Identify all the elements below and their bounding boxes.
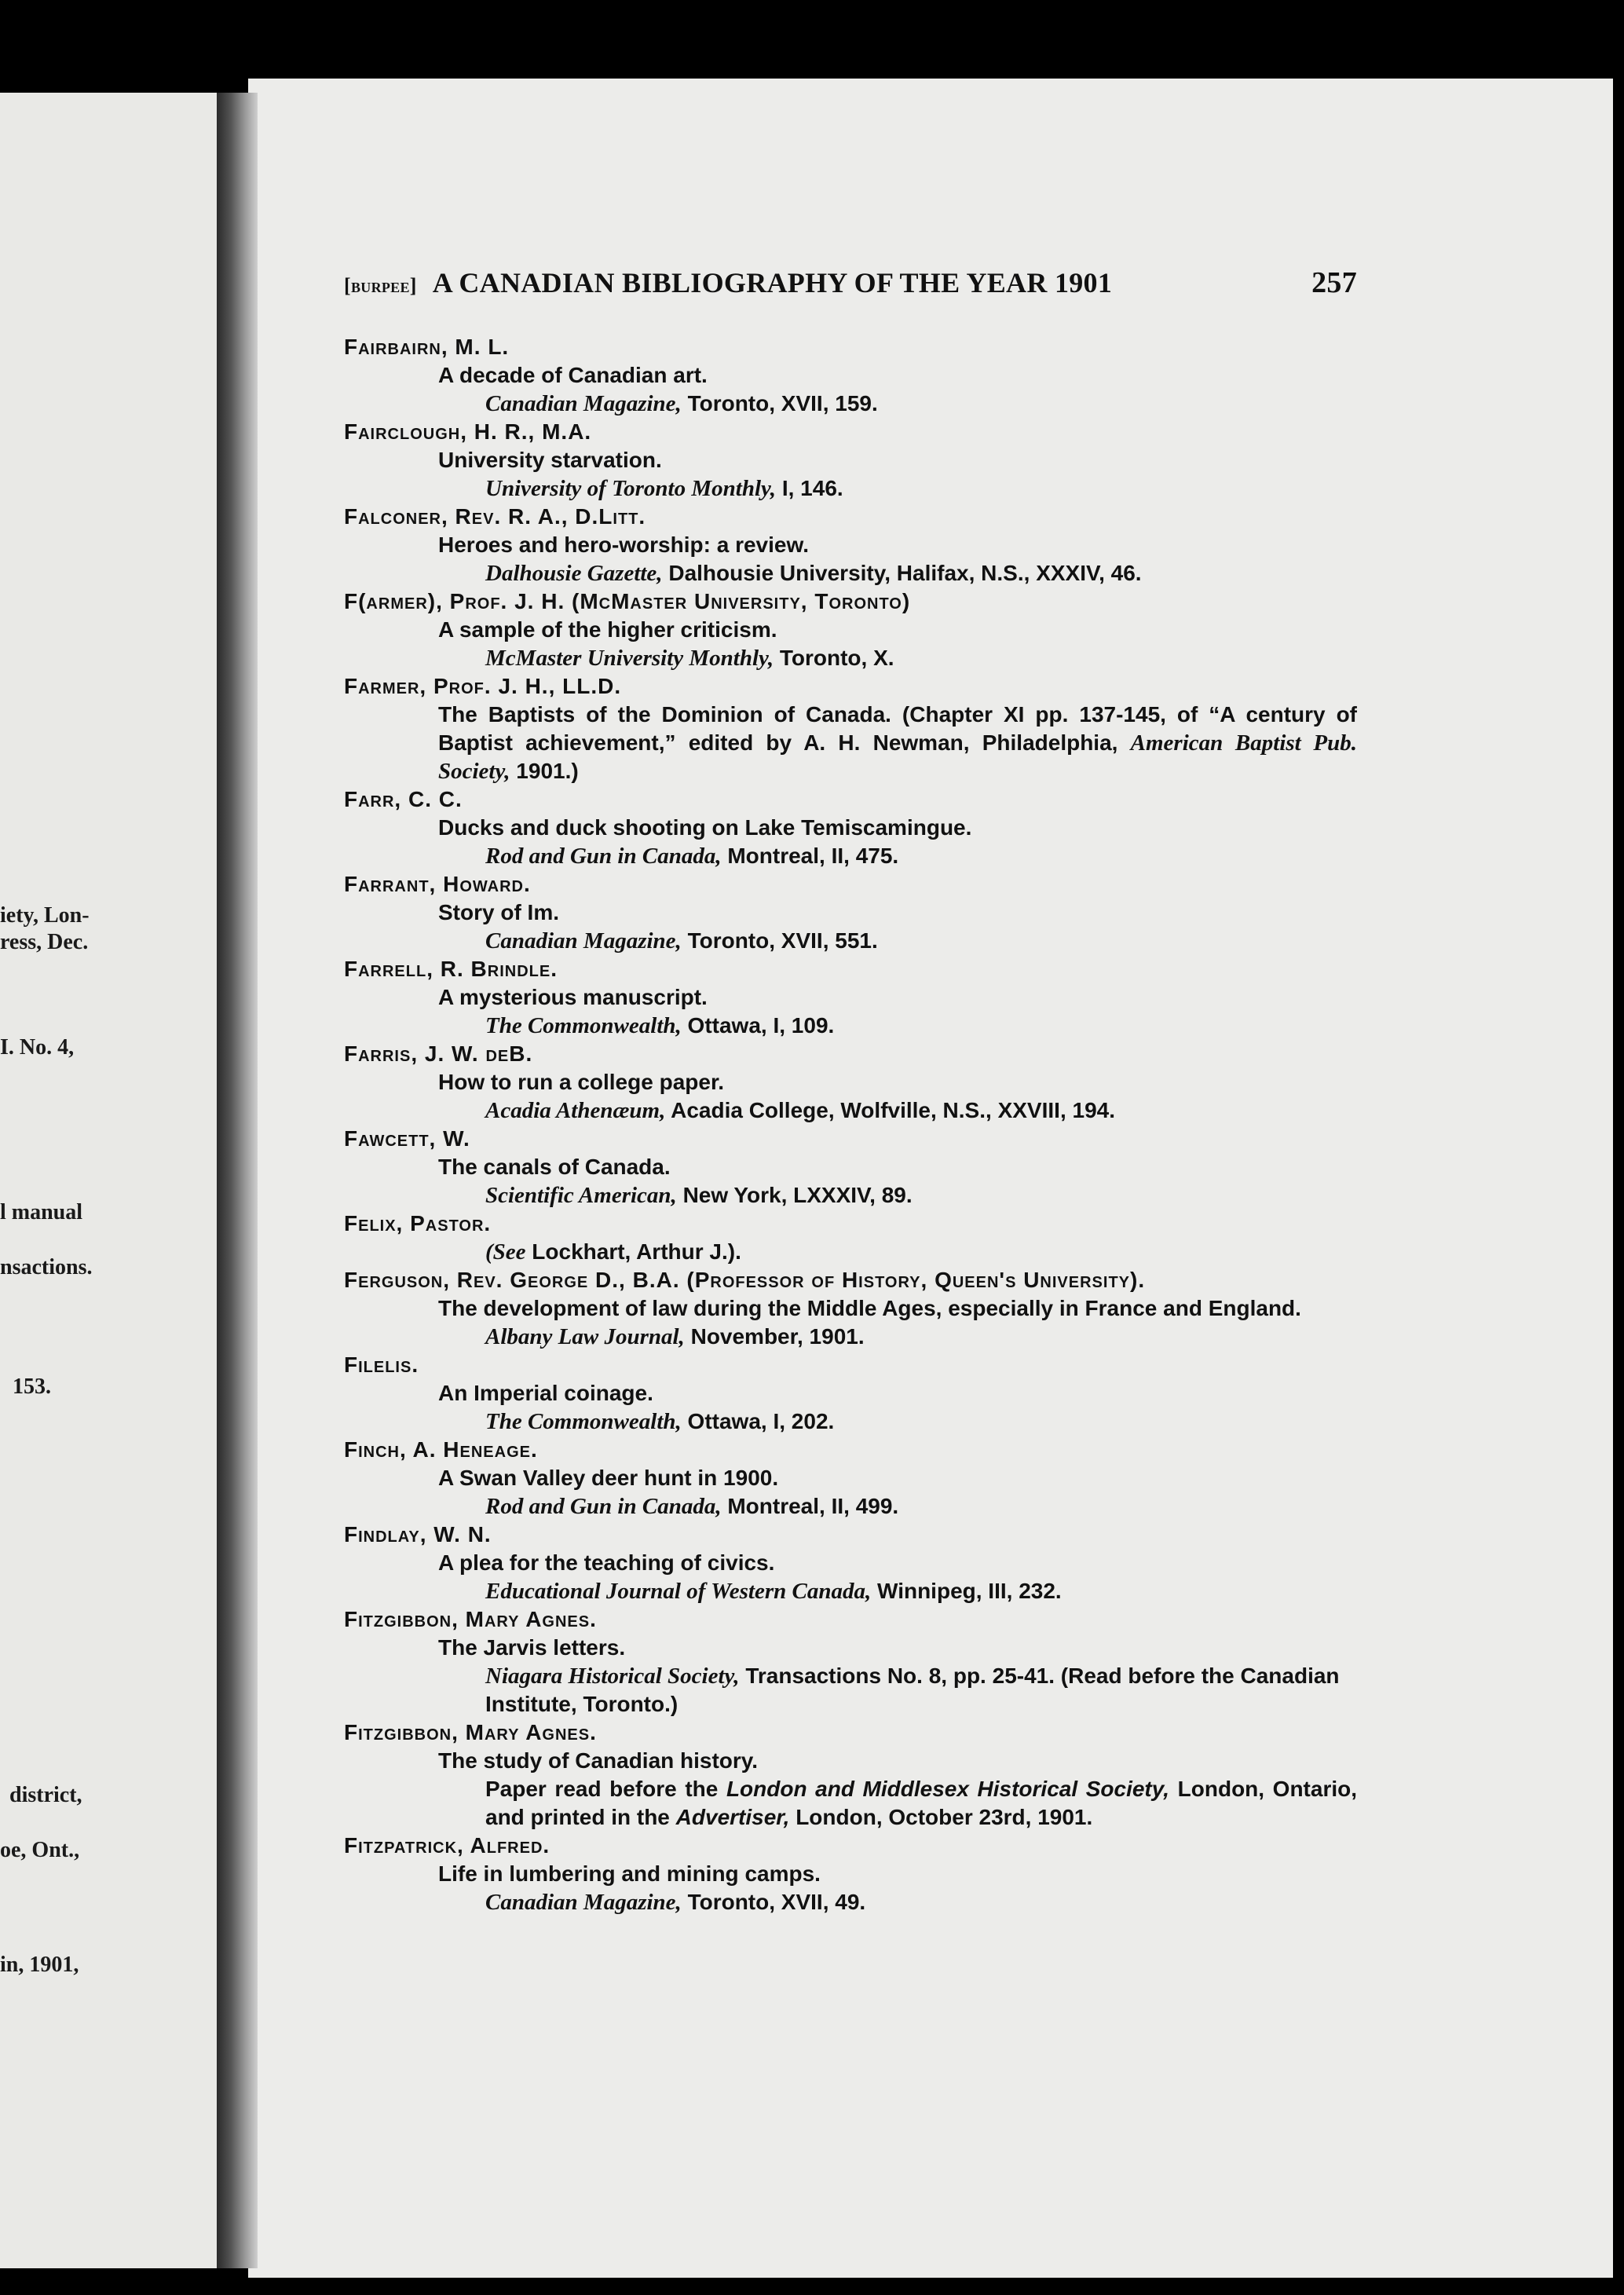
- entry-citation: [344, 1096, 1357, 1125]
- entry-citation: [344, 1662, 1357, 1719]
- bibliography-entry: [344, 955, 1357, 1040]
- entry-title: A Swan Valley deer hunt in 1900.: [438, 1466, 779, 1490]
- entry-author: Fairbairn, M. L.: [344, 335, 510, 359]
- entry-title: Heroes and hero-worship: a review.: [438, 533, 809, 557]
- entry-author: Ferguson, Rev. George D., B.A. (Professor of History, Queen's University).: [344, 1268, 1146, 1292]
- bibliography-entry: [344, 587, 1357, 672]
- entry-author: F(armer), Prof. J. H. (McMaster University, Toronto): [344, 589, 911, 613]
- entry-periodical: Acadia Athenæum,: [485, 1098, 666, 1123]
- facing-page-fragment: in, 1901,: [0, 1953, 79, 1977]
- entry-citation: [344, 644, 1357, 672]
- bibliography-entry: [344, 1125, 1357, 1210]
- facing-page-fragment: l manual: [0, 1200, 83, 1224]
- entry-publisher: American Baptist Pub. Society,: [438, 730, 1357, 784]
- entry-note-text: 1901.): [510, 759, 579, 783]
- entry-author: Farrell, R. Brindle.: [344, 957, 558, 981]
- entry-author: Farr, C. C.: [344, 787, 463, 811]
- entry-citation: [344, 1323, 1357, 1351]
- book-gutter: [217, 93, 258, 2268]
- entry-citation: [344, 927, 1357, 955]
- entry-author: Fitzpatrick, Alfred.: [344, 1833, 550, 1858]
- entry-title: The Jarvis letters.: [438, 1635, 626, 1660]
- entry-periodical: Canadian Magazine,: [485, 391, 682, 416]
- entry-author: Falconer, Rev. R. A., D.Litt.: [344, 504, 646, 529]
- entry-title: The study of Canadian history.: [438, 1748, 759, 1773]
- facing-page-fragment: iety, Lon-: [0, 903, 90, 928]
- bibliography-entry: [344, 1832, 1357, 1916]
- entry-title: Ducks and duck shooting on Lake Temiscamingue.: [438, 815, 972, 840]
- page-title: A CANADIAN BIBLIOGRAPHY OF THE YEAR 1901: [432, 267, 1113, 298]
- bibliography-entry: [344, 870, 1357, 955]
- entry-citation: [344, 1492, 1357, 1521]
- entry-citation-detail: Toronto, X.: [774, 646, 894, 670]
- entry-title: University starvation.: [438, 448, 662, 472]
- bibliography-entry: [344, 1436, 1357, 1521]
- entry-periodical: McMaster University Monthly,: [485, 646, 774, 671]
- entry-periodical: Dalhousie Gazette,: [485, 561, 663, 586]
- header-tag: [burpee]: [344, 274, 417, 297]
- entry-author: Farris, J. W. deB.: [344, 1041, 533, 1066]
- entry-citation: [344, 1012, 1357, 1040]
- entry-note-text: Paper read before the: [485, 1777, 726, 1801]
- entry-title: A sample of the higher criticism.: [438, 617, 777, 642]
- entry-author: Filelis.: [344, 1352, 419, 1377]
- facing-page: [0, 93, 225, 2268]
- facing-page-fragment: ress, Dec.: [0, 930, 89, 954]
- entry-periodical: Canadian Magazine,: [485, 928, 682, 954]
- entry-citation: [344, 1577, 1357, 1605]
- entry-author: Felix, Pastor.: [344, 1211, 492, 1235]
- bibliography-entry: [344, 1719, 1357, 1832]
- bibliography-entry: [344, 503, 1357, 587]
- running-header: [344, 265, 1357, 300]
- facing-page-fragment: I. No. 4,: [0, 1035, 75, 1060]
- entry-title: How to run a college paper.: [438, 1070, 725, 1094]
- entry-citation: [344, 474, 1357, 503]
- bibliography-entry: [344, 1266, 1357, 1351]
- entry-citation-detail: I, 146.: [776, 476, 843, 500]
- entry-citation-detail: Montreal, II, 499.: [721, 1494, 899, 1518]
- entry-title: A mysterious manuscript.: [438, 985, 708, 1009]
- entry-periodical: Rod and Gun in Canada,: [485, 1494, 722, 1519]
- bibliography-entry: [344, 672, 1357, 785]
- entry-title: Life in lumbering and mining camps.: [438, 1861, 821, 1886]
- page-number: 257: [1311, 266, 1357, 299]
- entry-citation-detail: Dalhousie University, Halifax, N.S., XXXIV, 46.: [662, 561, 1142, 585]
- entry-citation: [344, 390, 1357, 418]
- entry-citation: [344, 559, 1357, 587]
- entry-author: Finch, A. Heneage.: [344, 1437, 538, 1462]
- entry-author: Fairclough, H. R., M.A.: [344, 419, 592, 444]
- bibliography-entries: [344, 333, 1357, 1916]
- entry-title: The canals of Canada.: [438, 1155, 671, 1179]
- facing-page-fragment: 153.: [13, 1374, 51, 1399]
- entry-citation-detail: Lockhart, Arthur J.).: [525, 1239, 741, 1264]
- entry-author: Fitzgibbon, Mary Agnes.: [344, 1720, 597, 1744]
- entry-citation: [344, 1407, 1357, 1436]
- entry-citation-detail: Ottawa, I, 202.: [681, 1409, 835, 1433]
- entry-author: Farrant, Howard.: [344, 872, 531, 896]
- bibliography-entry: [344, 418, 1357, 503]
- entry-title: A decade of Canadian art.: [438, 363, 708, 387]
- entry-publisher: Advertiser,: [675, 1805, 790, 1829]
- entry-citation: [344, 1181, 1357, 1210]
- entry-citation-detail: Montreal, II, 475.: [721, 844, 899, 868]
- entry-citation: [344, 1888, 1357, 1916]
- entry-citation-detail: Winnipeg, III, 232.: [871, 1579, 1062, 1603]
- bibliography-entry: [344, 1351, 1357, 1436]
- entry-note-text: The Baptists of the Dominion of Canada. (Chapter XI pp. 137-145, of “A century of Baptist achievement,” edited by A. H. Newman, Philadelphia,: [438, 702, 1357, 755]
- entry-note-text: The development of law during the Middle Ages, especially in France and England.: [438, 1296, 1301, 1320]
- entry-title: A plea for the teaching of civics.: [438, 1550, 775, 1575]
- bibliography-entry: [344, 785, 1357, 870]
- entry-citation: [344, 842, 1357, 870]
- entry-citation-detail: November, 1901.: [684, 1324, 865, 1349]
- entry-periodical: The Commonwealth,: [485, 1013, 682, 1038]
- entry-note: [344, 1294, 1357, 1323]
- entry-periodical: University of Toronto Monthly,: [485, 476, 777, 501]
- bibliography-entry: [344, 1605, 1357, 1719]
- entry-citation-detail: Acadia College, Wolfville, N.S., XXVIII, 194.: [665, 1098, 1115, 1122]
- entry-author: Farmer, Prof. J. H., LL.D.: [344, 674, 622, 698]
- entry-periodical: Rod and Gun in Canada,: [485, 844, 722, 869]
- entry-note: [344, 701, 1357, 785]
- entry-note: [344, 1775, 1357, 1832]
- entry-periodical: (See: [485, 1239, 526, 1265]
- entry-citation-detail: Toronto, XVII, 159.: [681, 391, 878, 415]
- entry-title: Story of Im.: [438, 900, 560, 924]
- entry-periodical: Scientific American,: [485, 1183, 677, 1208]
- entry-citation-detail: Transactions No. 8, pp. 25-41. (Read before the Canadian Institute, Toronto.): [485, 1664, 1340, 1716]
- entry-periodical: Educational Journal of Western Canada,: [485, 1579, 872, 1604]
- entry-citation-detail: Toronto, XVII, 49.: [681, 1890, 866, 1914]
- entry-note-text: London, Ontario, and printed in the: [485, 1777, 1357, 1829]
- entry-citation-detail: New York, LXXXIV, 89.: [676, 1183, 913, 1207]
- entry-periodical: The Commonwealth,: [485, 1409, 682, 1434]
- entry-citation-detail: Toronto, XVII, 551.: [681, 928, 878, 953]
- entry-periodical: Canadian Magazine,: [485, 1890, 682, 1915]
- entry-author: Fitzgibbon, Mary Agnes.: [344, 1607, 597, 1631]
- bibliography-entry: [344, 1040, 1357, 1125]
- facing-page-fragment: district,: [9, 1783, 82, 1807]
- entry-title: An Imperial coinage.: [438, 1381, 653, 1405]
- facing-page-fragment: oe, Ont.,: [0, 1838, 80, 1862]
- entry-publisher: London and Middlesex Historical Society,: [726, 1777, 1170, 1801]
- entry-note-text: London, October 23rd, 1901.: [789, 1805, 1093, 1829]
- bibliography-entry: [344, 1521, 1357, 1605]
- entry-periodical: Albany Law Journal,: [485, 1324, 685, 1349]
- bibliography-entry: [344, 333, 1357, 418]
- facing-page-fragment: nsactions.: [0, 1255, 93, 1279]
- entry-citation: [344, 1238, 1357, 1266]
- entry-periodical: Niagara Historical Society,: [485, 1664, 740, 1689]
- bibliography-entry: [344, 1210, 1357, 1266]
- entry-author: Fawcett, W.: [344, 1126, 470, 1151]
- entry-author: Findlay, W. N.: [344, 1522, 492, 1546]
- entry-citation-detail: Ottawa, I, 109.: [681, 1013, 835, 1038]
